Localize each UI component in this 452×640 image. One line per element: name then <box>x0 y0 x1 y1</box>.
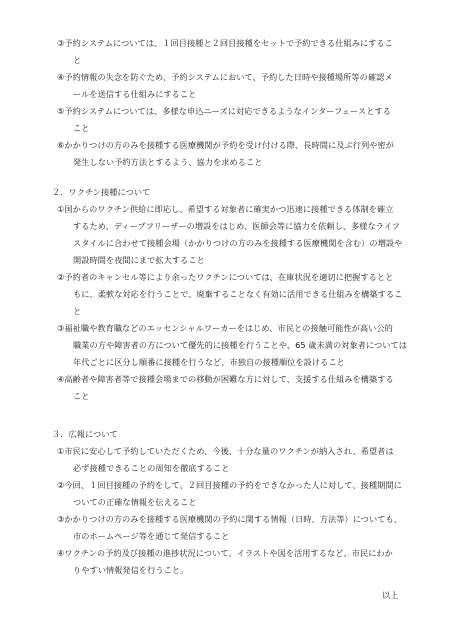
item-line: ③かかりつけの方のみを接種する医療機関の予約に関する情報（日時、方法等）についても、 <box>57 514 402 524</box>
section-heading: ２．ワクチン接種について <box>52 187 151 197</box>
item-line: こと <box>73 123 90 133</box>
item-line: 職業の方や障害者の方について優先的に接種を行うことや、65 歳未満の対象者については <box>73 340 407 350</box>
item-line: もに、柔軟な対応を行うことで、廃棄することなく有効に活用できる仕組みを構築するこ <box>73 289 403 299</box>
item-line: 必ず接種できることの周知を徹底すること <box>73 463 230 473</box>
item-line: ③福祉職や教育職などのエッセンシャルワーカーをはじめ、市民との接触可能性が高い公的 <box>57 323 393 333</box>
item-line: ールを送信する仕組みにすること <box>73 89 197 99</box>
item-line: ④予約情報の失念を防ぐため、予約システムにおいて、予約した日時や接種場所等の確認メ <box>57 72 393 82</box>
item-line: ⑥かかりつけの方のみを接種する医療機関が予約を受け付ける際、長時間に及ぶ行列や密が <box>57 140 394 150</box>
item-line: ①市民に安心して予約していただくため、今後、十分な量のワクチンが納入され、希望者は <box>57 446 394 456</box>
item-line: ②今回、１回目接種の予約をして、２回目接種の予約をできなかった人に対して、接種期間に <box>57 480 402 490</box>
item-line: ついての正確な情報を伝えること <box>73 497 197 507</box>
item-line: するため、ディープフリーザーの増設をはじめ、医師会等に協力を依頼し、多様なライフ <box>73 221 400 231</box>
item-line: と <box>73 55 82 65</box>
item-line: 発生しない予約方法とするよう、協力を求めること <box>73 157 263 167</box>
item-line: ①国からのワクチン供給に即応し、希望する対象者に確実かつ迅速に接種できる体制を確立 <box>57 204 394 214</box>
item-line: 市のホームページ等を通じて発信すること <box>73 531 230 541</box>
item-line: こと <box>73 391 90 401</box>
item-line: 年代ごとに区分し順番に接種を行うなど、市独自の接種順位を設けること <box>73 357 345 367</box>
closing-text: 以上 <box>382 590 399 600</box>
item-line: ②予約者のキャンセル等により余ったワクチンについては、在庫状況を適切に把握するとと <box>57 272 394 282</box>
item-line: りやすい情報発信を行うこと。 <box>73 565 189 575</box>
item-line: ⑤予約システムについては、多様な申込ニーズに対応できるようなインターフェースとする <box>57 106 391 116</box>
item-line: ④ワクチンの予約及び接種の進捗状況について、イラストや図を活用するなど、市民にわか <box>57 548 393 558</box>
item-line: と <box>73 306 82 316</box>
item-line: ③予約システムについては、１回目接種と２回目接種をセットで予約できる仕組みにするこ <box>57 38 393 48</box>
section-heading: ３．広報について <box>52 429 118 439</box>
item-line: ④高齢者や障害者等で接種会場までの移動が困難な方に対して、支援する仕組みを構築する <box>57 374 394 384</box>
item-line: スタイルに合わせて接種会場（かかりつけの方のみを接種する医療機関を含む）の増設や <box>73 238 403 248</box>
item-line: 開設時間を夜間にまで拡大すること <box>73 255 205 265</box>
